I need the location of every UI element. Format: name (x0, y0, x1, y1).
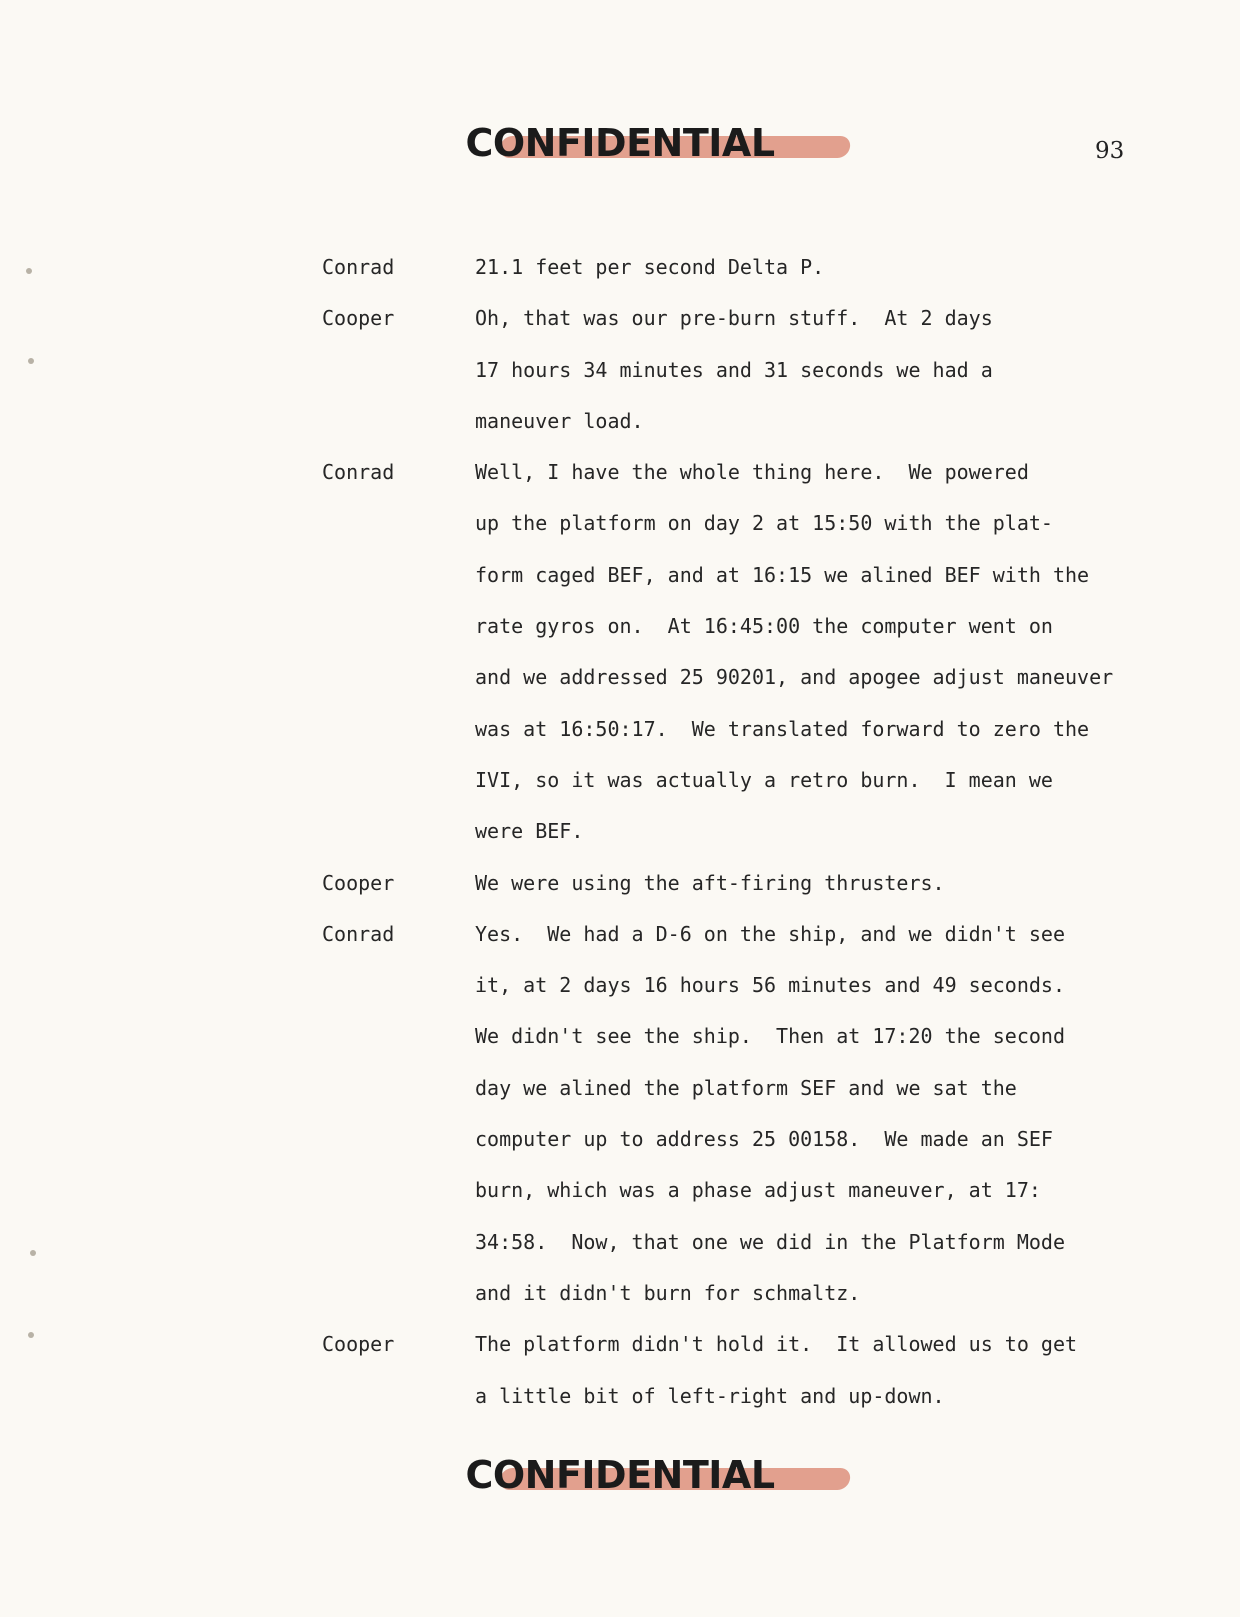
classification-stamp: CONFIDENTIAL (465, 1453, 775, 1497)
transcript-entry (0, 1319, 1240, 1422)
speech-line: We were using the aft-firing thrusters. (475, 870, 945, 895)
speech-line: The platform didn't hold it. It allowed us to get (475, 1332, 1078, 1357)
speech-line: Yes. We had a D-6 on the ship, and we didn't see (475, 921, 1066, 946)
speech-text (475, 909, 1195, 1319)
speaker-name: Cooper (322, 870, 395, 895)
speech-text (475, 858, 1195, 909)
speech-text (475, 1319, 1195, 1422)
speech-line: up the platform on day 2 at 15:50 with the plat- (475, 511, 1053, 536)
classification-stamp: CONFIDENTIAL (465, 121, 775, 165)
speech-line: it, at 2 days 16 hours 56 minutes and 49 seconds. (475, 973, 1066, 998)
transcript-entry (0, 242, 1240, 293)
speech-line: 34:58. Now, that one we did in the Platform Mode (475, 1229, 1066, 1254)
speaker-name: Conrad (322, 921, 395, 946)
speech-line: We didn't see the ship. Then at 17:20 the second (475, 1024, 1066, 1049)
speech-line: rate gyros on. At 16:45:00 the computer went on (475, 614, 1053, 639)
speech-line: day we alined the platform SEF and we sat the (475, 1075, 1017, 1100)
speech-line: maneuver load. (475, 408, 644, 433)
speech-text (475, 242, 1195, 293)
speech-line: a little bit of left-right and up-down. (475, 1383, 945, 1408)
speech-line: Oh, that was our pre-burn stuff. At 2 days (475, 306, 993, 331)
confidential-stamp-top (0, 108, 1240, 178)
speech-line: and it didn't burn for schmaltz. (475, 1280, 861, 1305)
speaker-name: Cooper (322, 1332, 395, 1357)
transcript-entry (0, 447, 1240, 857)
speech-line: IVI, so it was actually a retro burn. I mean we (475, 767, 1053, 792)
speech-line: form caged BEF, and at 16:15 we alined BEF with the (475, 562, 1090, 587)
transcript-entry (0, 858, 1240, 909)
speech-line: 21.1 feet per second Delta P. (475, 255, 825, 279)
speech-text (475, 447, 1195, 857)
speech-line: burn, which was a phase adjust maneuver, at 17: (475, 1178, 1041, 1203)
speaker-name: Conrad (322, 255, 395, 279)
speaker-name: Cooper (322, 306, 395, 331)
speech-text (475, 293, 1195, 447)
confidential-stamp-bottom (0, 1440, 1240, 1510)
speech-line: 17 hours 34 minutes and 31 seconds we had a (475, 357, 993, 382)
speech-line: was at 16:50:17. We translated forward to zero the (475, 716, 1090, 741)
transcript (0, 242, 1240, 1422)
speech-line: Well, I have the whole thing here. We powered (475, 460, 1029, 485)
speech-line: were BEF. (475, 819, 584, 844)
transcript-entry (0, 909, 1240, 1319)
speech-line: computer up to address 25 00158. We made an SEF (475, 1127, 1053, 1152)
speaker-name: Conrad (322, 460, 395, 485)
speech-line: and we addressed 25 90201, and apogee adjust maneuver (475, 665, 1114, 690)
page-number: 93 (1095, 138, 1125, 164)
transcript-entry (0, 293, 1240, 447)
